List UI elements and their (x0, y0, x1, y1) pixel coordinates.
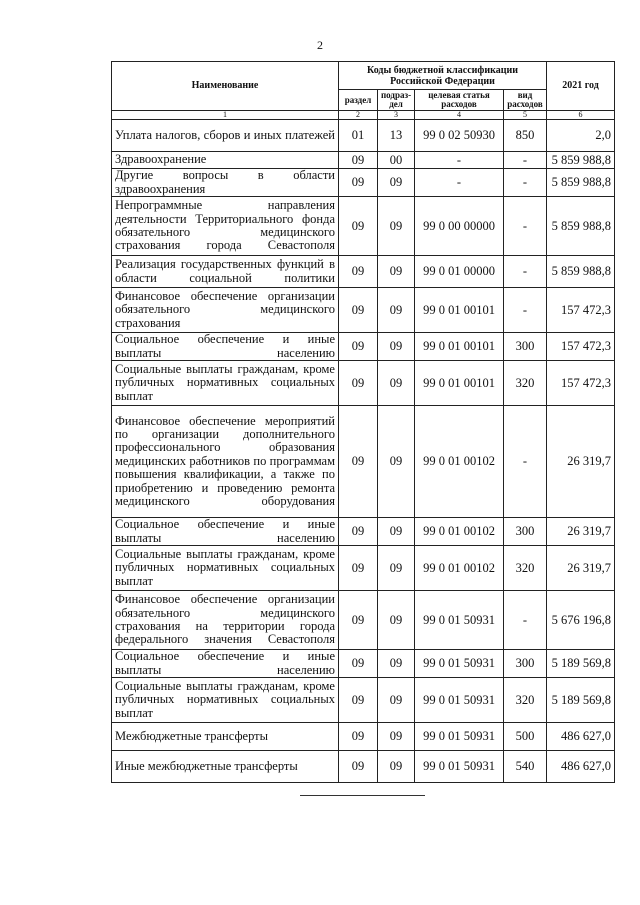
row-expense-type: 500 (504, 723, 547, 751)
table-row (112, 406, 615, 518)
header-year: 2021 год (547, 62, 615, 111)
row-amount: 157 472,3 (547, 361, 615, 406)
row-section: 09 (339, 288, 378, 333)
row-target: 99 0 01 50931 (415, 678, 504, 723)
row-section: 09 (339, 723, 378, 751)
row-name: Здравоохранение (112, 152, 339, 169)
row-subsection: 09 (378, 751, 415, 783)
row-expense-type: 300 (504, 650, 547, 678)
row-subsection: 09 (378, 546, 415, 591)
row-amount: 157 472,3 (547, 333, 615, 361)
row-amount: 486 627,0 (547, 723, 615, 751)
row-subsection: 09 (378, 169, 415, 197)
row-target: 99 0 01 50931 (415, 591, 504, 650)
row-target: 99 0 01 50931 (415, 723, 504, 751)
column-number: 4 (415, 111, 504, 120)
table-row (112, 256, 615, 288)
row-section: 01 (339, 120, 378, 152)
row-amount: 486 627,0 (547, 751, 615, 783)
row-target: - (415, 169, 504, 197)
row-amount: 157 472,3 (547, 288, 615, 333)
column-number: 6 (547, 111, 615, 120)
row-section: 09 (339, 751, 378, 783)
row-name: Финансовое обеспечение мероприятий по организации дополнительного профессионального образования медицинских работников по программам повышения квалификации, а также по приобретению и проведению ремонта медицинского оборудования (112, 406, 339, 518)
row-target: 99 0 01 00102 (415, 518, 504, 546)
table-row (112, 152, 615, 169)
row-section: 09 (339, 591, 378, 650)
row-target: 99 0 01 00101 (415, 288, 504, 333)
row-name: Финансовое обеспечение организации обязательного медицинского страхования (112, 288, 339, 333)
row-expense-type: 300 (504, 333, 547, 361)
row-name: Социальное обеспечение и иные выплаты населению (112, 518, 339, 546)
row-amount: 5 859 988,8 (547, 169, 615, 197)
table-row (112, 650, 615, 678)
row-amount: 2,0 (547, 120, 615, 152)
row-name: Иные межбюджетные трансферты (112, 751, 339, 783)
page-number: 2 (317, 38, 323, 52)
row-subsection: 09 (378, 650, 415, 678)
row-name: Межбюджетные трансферты (112, 723, 339, 751)
row-expense-type: 320 (504, 546, 547, 591)
footer-rule (300, 795, 425, 796)
row-name: Социальные выплаты гражданам, кроме публичных нормативных социальных выплат (112, 546, 339, 591)
table-row (112, 120, 615, 152)
column-number: 2 (339, 111, 378, 120)
row-subsection: 09 (378, 406, 415, 518)
row-expense-type: - (504, 288, 547, 333)
row-name: Социальные выплаты гражданам, кроме публичных нормативных социальных выплат (112, 678, 339, 723)
row-subsection: 09 (378, 361, 415, 406)
row-subsection: 09 (378, 518, 415, 546)
row-subsection: 09 (378, 288, 415, 333)
row-subsection: 09 (378, 723, 415, 751)
row-name: Уплата налогов, сборов и иных платежей (112, 120, 339, 152)
row-section: 09 (339, 169, 378, 197)
row-subsection: 09 (378, 678, 415, 723)
row-section: 09 (339, 197, 378, 256)
row-section: 09 (339, 650, 378, 678)
table-row (112, 169, 615, 197)
table-row (112, 518, 615, 546)
row-name: Непрограммные направления деятельности Территориального фонда обязательного медицинского страхования города Севастополя (112, 197, 339, 256)
row-name: Финансовое обеспечение организации обязательного медицинского страхования на территории города федерального значения Севастополя (112, 591, 339, 650)
row-expense-type: 540 (504, 751, 547, 783)
row-name: Другие вопросы в области здравоохранения (112, 169, 339, 197)
row-name: Социальные выплаты гражданам, кроме публичных нормативных социальных выплат (112, 361, 339, 406)
table-row (112, 288, 615, 333)
row-amount: 26 319,7 (547, 546, 615, 591)
row-subsection: 09 (378, 197, 415, 256)
table-row (112, 361, 615, 406)
row-amount: 26 319,7 (547, 518, 615, 546)
row-amount: 26 319,7 (547, 406, 615, 518)
row-target: 99 0 01 00101 (415, 333, 504, 361)
row-expense-type: - (504, 406, 547, 518)
row-section: 09 (339, 361, 378, 406)
row-expense-type: 320 (504, 361, 547, 406)
row-expense-type: 300 (504, 518, 547, 546)
column-number: 1 (112, 111, 339, 120)
row-amount: 5 859 988,8 (547, 197, 615, 256)
row-target: 99 0 01 00000 (415, 256, 504, 288)
row-subsection: 09 (378, 591, 415, 650)
budget-table (111, 61, 615, 783)
column-numbers-row (112, 111, 615, 120)
row-amount: 5 189 569,8 (547, 678, 615, 723)
table-row (112, 678, 615, 723)
header-subsection: подраз-дел (378, 90, 415, 111)
row-section: 09 (339, 256, 378, 288)
table-row (112, 751, 615, 783)
row-target: 99 0 01 00101 (415, 361, 504, 406)
table-row (112, 591, 615, 650)
row-target: 99 0 01 50931 (415, 650, 504, 678)
row-subsection: 09 (378, 333, 415, 361)
column-number: 3 (378, 111, 415, 120)
row-section: 09 (339, 518, 378, 546)
header-codes: Коды бюджетной классификации Российской Федерации (339, 62, 547, 90)
row-target: 99 0 01 00102 (415, 546, 504, 591)
row-expense-type: 320 (504, 678, 547, 723)
row-subsection: 09 (378, 256, 415, 288)
row-target: 99 0 01 00102 (415, 406, 504, 518)
row-amount: 5 189 569,8 (547, 650, 615, 678)
header-target: целевая статья расходов (415, 90, 504, 111)
row-expense-type: - (504, 256, 547, 288)
row-amount: 5 859 988,8 (547, 256, 615, 288)
row-target: 99 0 01 50931 (415, 751, 504, 783)
row-subsection: 13 (378, 120, 415, 152)
table-row (112, 723, 615, 751)
table-row (112, 333, 615, 361)
row-section: 09 (339, 546, 378, 591)
row-expense-type: - (504, 152, 547, 169)
row-section: 09 (339, 152, 378, 169)
row-name: Социальное обеспечение и иные выплаты населению (112, 333, 339, 361)
row-expense-type: - (504, 591, 547, 650)
row-subsection: 00 (378, 152, 415, 169)
row-amount: 5 676 196,8 (547, 591, 615, 650)
row-target: 99 0 02 50930 (415, 120, 504, 152)
header-name: Наименование (112, 62, 339, 111)
row-expense-type: 850 (504, 120, 547, 152)
table-row (112, 197, 615, 256)
row-name: Реализация государственных функций в области социальной политики (112, 256, 339, 288)
header-expense-type: вид расходов (504, 90, 547, 111)
row-expense-type: - (504, 169, 547, 197)
row-section: 09 (339, 406, 378, 518)
row-target: 99 0 00 00000 (415, 197, 504, 256)
table-row (112, 546, 615, 591)
row-target: - (415, 152, 504, 169)
header-section: раздел (339, 90, 378, 111)
row-expense-type: - (504, 197, 547, 256)
row-name: Социальное обеспечение и иные выплаты населению (112, 650, 339, 678)
column-number: 5 (504, 111, 547, 120)
row-section: 09 (339, 333, 378, 361)
row-section: 09 (339, 678, 378, 723)
row-amount: 5 859 988,8 (547, 152, 615, 169)
